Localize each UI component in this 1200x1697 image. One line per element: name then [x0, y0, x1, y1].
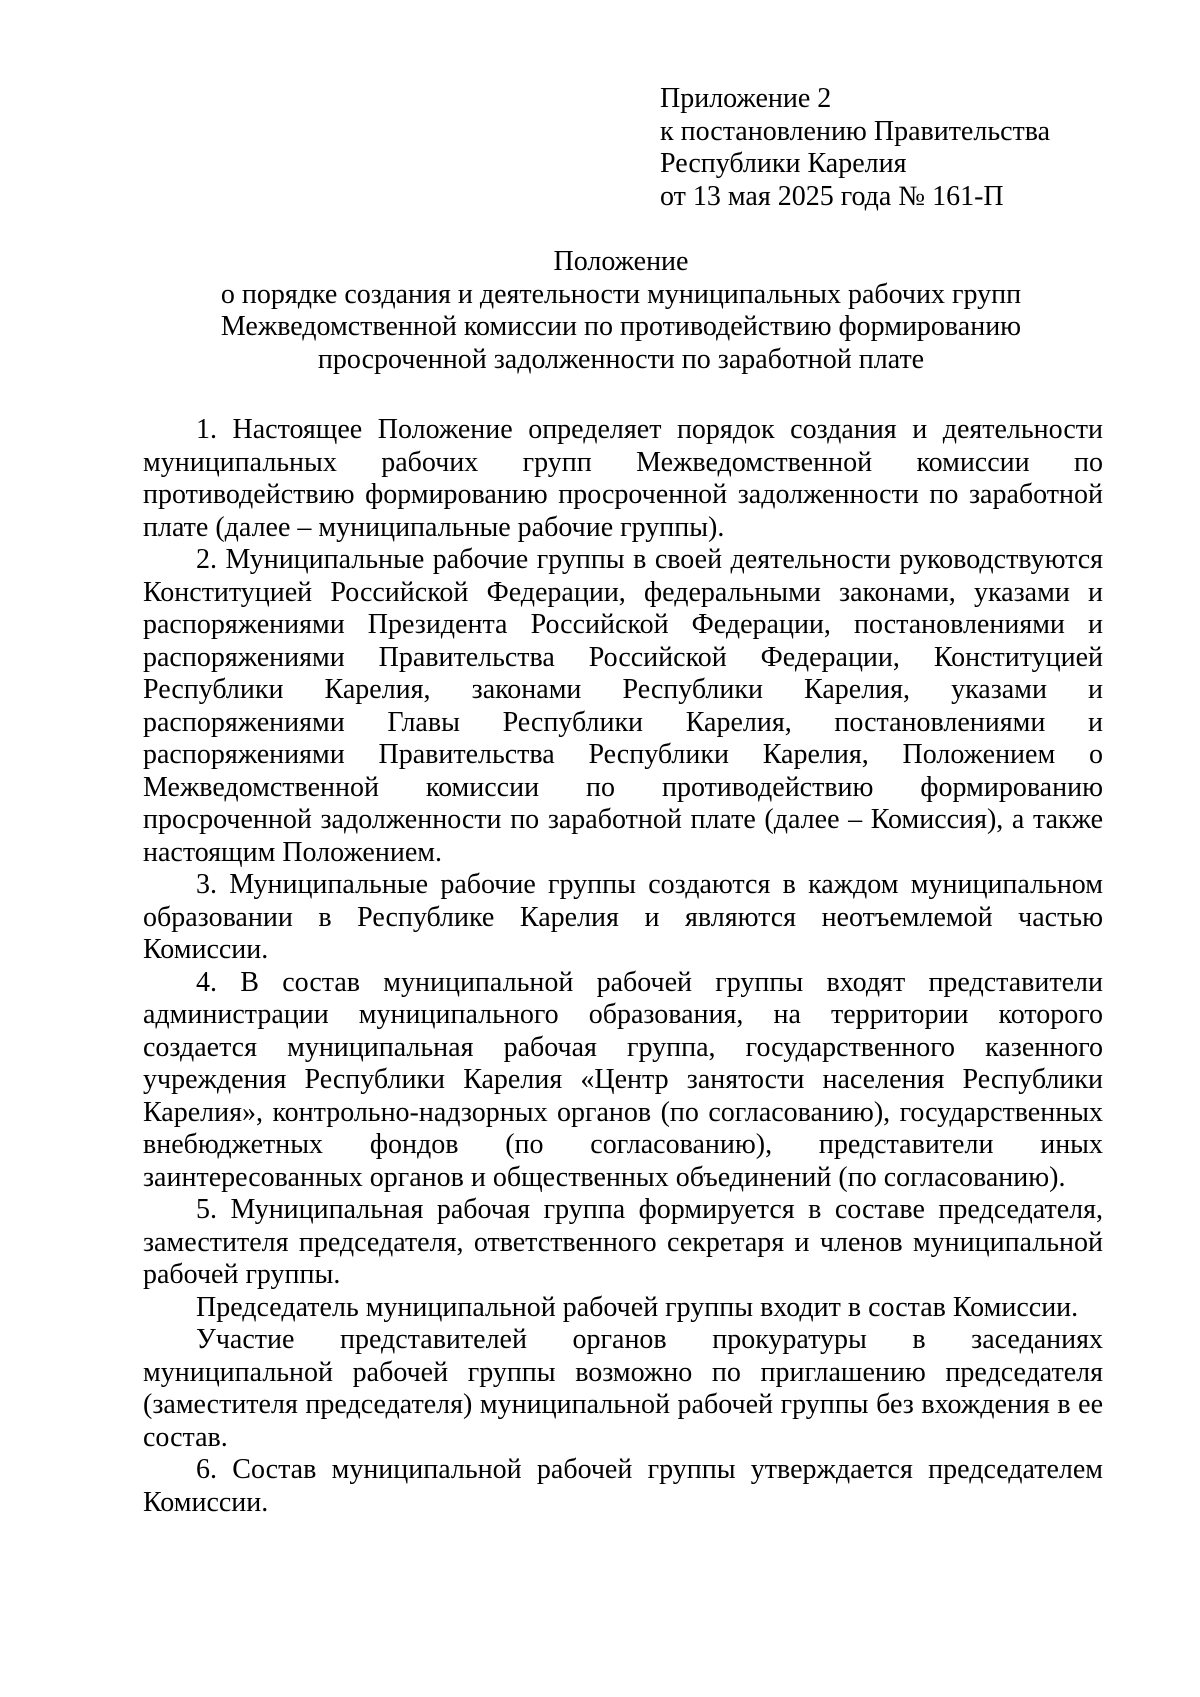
document-body	[143, 414, 1103, 1519]
paragraph-5-chairman: Председатель муниципальной рабочей группы входит в состав Комиссии.	[196, 1291, 1079, 1323]
appendix-region: Республики Карелия	[660, 148, 907, 179]
appendix-date-number: от 13 мая 2025 года № 161-П	[660, 180, 1004, 212]
title-line: Межведомственной комиссии по противодействию формированию	[220, 311, 1022, 342]
paragraph-6: 6. Состав муниципальной рабочей группы утверждается председателем Комиссии.	[143, 1454, 1103, 1518]
paragraph-1: 1. Настоящее Положение определяет порядок создания и деятельности муниципальных рабочих групп Межведомственной комиссии по противодействию формированию просроченной задолженности по заработной плате (далее – муниципальные рабочие группы).	[143, 414, 1103, 543]
appendix-header	[660, 83, 1050, 213]
title-line: просроченной задолженности по заработной плате	[317, 343, 925, 375]
paragraph-5: 5. Муниципальная рабочая группа формируется в составе председателя, заместителя председателя, ответственного секретаря и членов муниципальной рабочей группы.	[143, 1194, 1103, 1290]
document-title	[140, 246, 1102, 376]
paragraph-5-prosecution: Участие представителей органов прокуратуры в заседаниях муниципальной рабочей группы возможно по приглашению председателя (заместителя председателя) муниципальной рабочей группы без вхождения в ее состав.	[143, 1324, 1103, 1453]
title-heading: Положение	[553, 246, 689, 277]
title-line: о порядке создания и деятельности муниципальных рабочих групп	[220, 278, 1022, 310]
paragraph-3: 3. Муниципальные рабочие группы создаются в каждом муниципальном образовании в Республике Карелия и являются неотъемлемой частью Комиссии.	[143, 869, 1103, 965]
appendix-number: Приложение 2	[660, 83, 832, 114]
paragraph-4: 4. В состав муниципальной рабочей группы входят представители администрации муниципального образования, на территории которого создается муниципальная рабочая группа, государственного казенного учреждения Республики Карелия «Центр занятости населения Республики Карелия», контрольно-надзорных органов (по согласованию), государственных внебюджетных фондов (по согласованию), представители иных заинтересованных органов и общественных объединений (по согласованию).	[143, 966, 1103, 1193]
paragraph-2: 2. Муниципальные рабочие группы в своей деятельности руководствуются Конституцией Российской Федерации, федеральными законами, указами и распоряжениями Президента Российской Федерации, постановлениями и распоряжениями Правительства Российской Федерации, Конституцией Республики Карелия, законами Республики Карелия, указами и распоряжениями Главы Республики Карелия, постановлениями и распоряжениями Правительства Республики Карелия, Положением о Межведомственной комиссии по противодействию формированию просроченной задолженности по заработной плате (далее – Комиссия), а также настоящим Положением.	[143, 544, 1103, 868]
appendix-reference: к постановлению Правительства	[660, 115, 1051, 147]
